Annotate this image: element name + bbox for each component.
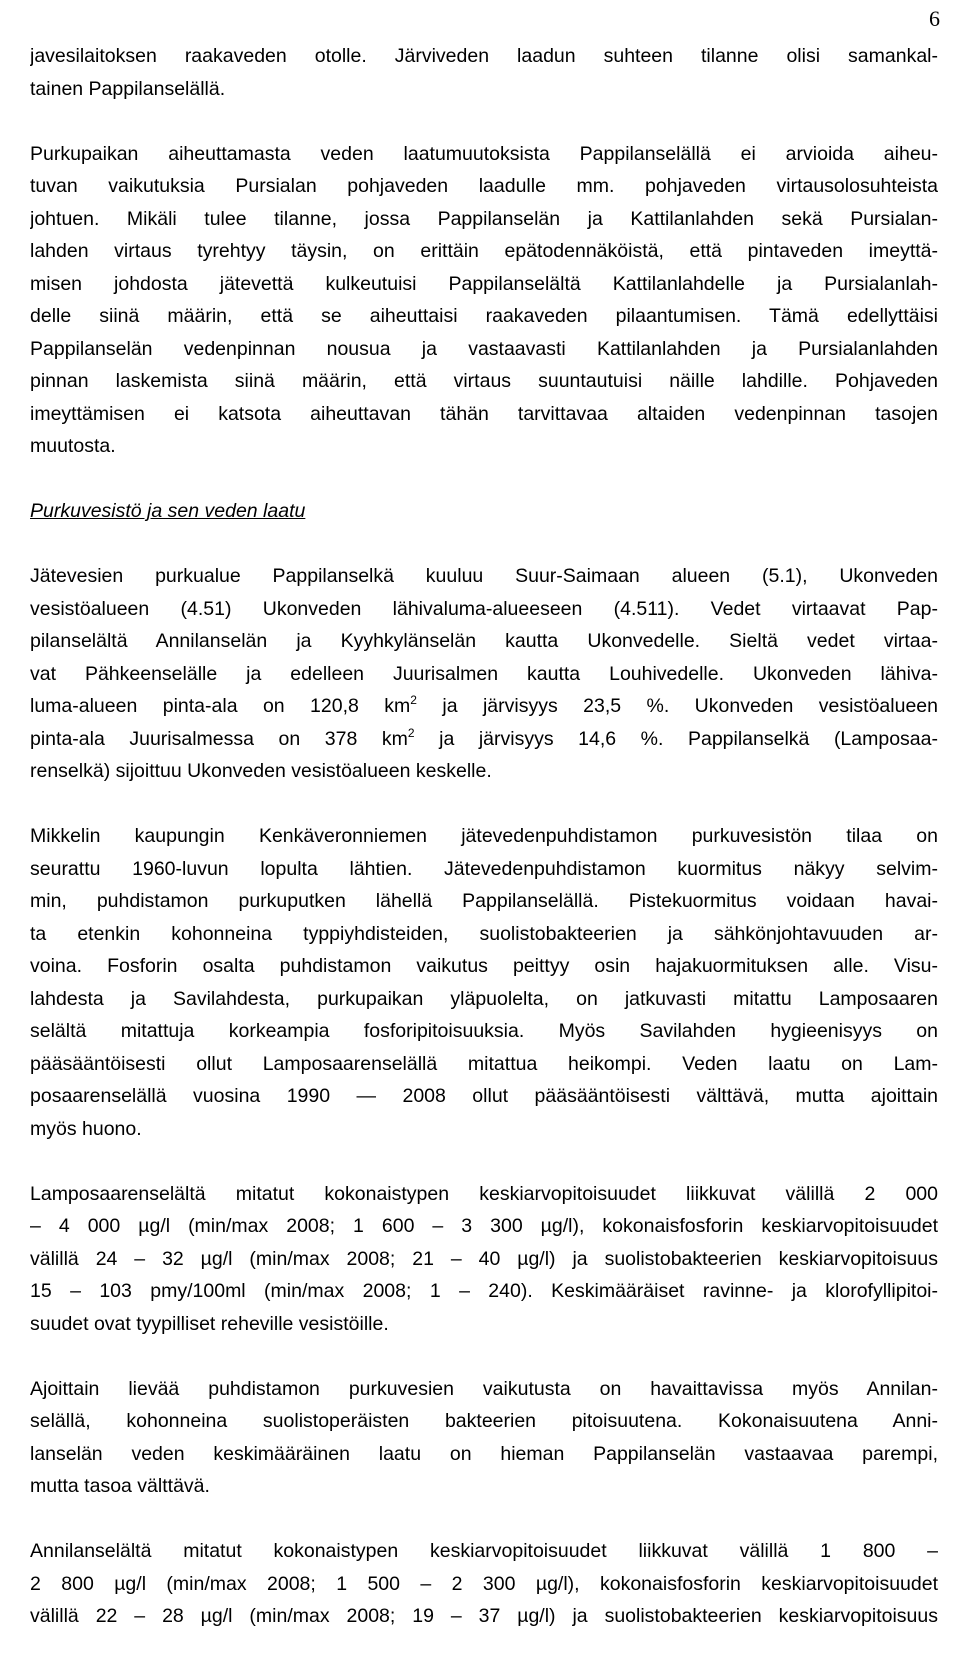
text-segment: ja järvisyys 23,5 %. Ukonveden vesistöalueen (416, 695, 938, 717)
text-line: 2 800 µg/l (min/max 2008; 1 500 – 2 300 µg/l), kokonaisfosforin keskiarvopitoisuudet (30, 1572, 938, 1595)
superscript: 2 (410, 693, 417, 707)
text-line: renselkä) sijoittuu Ukonveden vesistöalueen keskelle. (30, 760, 492, 782)
text-line: välillä 24 – 32 µg/l (min/max 2008; 21 – 40 µg/l) ja suolistobakteerien keskiarvopitoisuus (30, 1247, 938, 1270)
paragraph (30, 560, 938, 788)
text-segment: luma-alueen pinta-ala on 120,8 km (30, 695, 411, 717)
text-line: selältä mitattuja korkeampia fosforipitoisuuksia. Myös Savilahden hygieenisyys on (30, 1020, 938, 1042)
paragraph (30, 820, 938, 1145)
paragraph-gap (30, 788, 938, 821)
paragraph-gap (30, 528, 938, 561)
text-line: johtuen. Mikäli tulee tilanne, jossa Pappilanselän ja Kattilanlahden sekä Pursialan- (30, 207, 938, 230)
text-segment: ja järvisyys 14,6 %. Pappilanselkä (Lamposaa- (414, 727, 938, 750)
text-line: mutta tasoa välttävä. (30, 1475, 210, 1497)
paragraph-gap (30, 105, 938, 138)
text-line: delle siinä määrin, että se aiheuttaisi raakaveden pilaantumisen. Tämä edellyttäisi (30, 305, 938, 327)
text-line: selällä, kohonneina suolistoperäisten bakteerien pitoisuutena. Kokonaisuutena Anni- (30, 1410, 938, 1432)
text-line: pilanselältä Annilanselän ja Kyyhkylänselän kautta Ukonvedelle. Sieltä vedet virtaa- (30, 630, 938, 652)
text-line: imeyttämisen ei katsota aiheuttavan tähän tarvittavaa altaiden vedenpinnan tasojen (30, 402, 938, 425)
paragraph (30, 1178, 938, 1341)
text-line: – 4 000 µg/l (min/max 2008; 1 600 – 3 300 µg/l), kokonaisfosforin keskiarvopitoisuudet (30, 1215, 938, 1237)
text-line: muutosta. (30, 435, 116, 457)
text-line: tainen Pappilanselällä. (30, 77, 226, 100)
text-line: ta etenkin kohonneina typpiyhdisteiden, suolistobakteerien ja sähkönjohtavuuden ar- (30, 922, 938, 945)
text-line: seurattu 1960-luvun lopulta lähtien. Jätevedenpuhdistamon kuormitus näkyy selvim- (30, 857, 938, 880)
text-line (30, 690, 938, 723)
text-line: misen johdosta jätevettä kulkeutuisi Pappilanselältä Kattilanlahdelle ja Pursialanlah- (30, 272, 938, 295)
section-heading: Purkuvesistö ja sen veden laatu (30, 500, 306, 522)
text-line: posaarenselällä vuosina 1990 — 2008 ollut pääsääntöisesti välttävä, mutta ajoittain (30, 1085, 938, 1107)
text-line: Jätevesien purkualue Pappilanselkä kuuluu Suur-Saimaan alueen (5.1), Ukonveden (30, 565, 938, 587)
paragraph (30, 1373, 938, 1503)
paragraph-gap (30, 1145, 938, 1178)
superscript: 2 (407, 725, 415, 740)
text-line: pääsääntöisesti ollut Lamposaarenselällä mitattua heikompi. Veden laatu on Lam- (30, 1052, 938, 1075)
text-line: välillä 22 – 28 µg/l (min/max 2008; 19 – 37 µg/l) ja suolistobakteerien keskiarvopitoisuus (30, 1605, 938, 1627)
paragraph-gap (30, 1503, 938, 1536)
text-line: Mikkelin kaupungin Kenkäveronniemen jätevedenpuhdistamon purkuvesistön tilaa on (30, 825, 938, 847)
text-line: tuvan vaikutuksia Pursialan pohjaveden laadulle mm. pohjaveden virtausolosuhteista (30, 175, 938, 197)
text-line: vat Pähkeenselälle ja edelleen Juurisalmen kautta Louhivedelle. Ukonveden lähiva- (30, 662, 938, 685)
text-line: Lamposaarenselältä mitatut kokonaistypen keskiarvopitoisuudet liikkuvat välillä 2 000 (30, 1182, 938, 1205)
document-body (30, 40, 938, 1633)
paragraph-gap (30, 463, 938, 496)
text-line: Pappilanselän vedenpinnan nousua ja vastaavasti Kattilanlahden ja Pursialanlahden (30, 337, 938, 360)
text-line: pinnan laskemista siinä määrin, että virtaus suuntautuisi näille lahdille. Pohjaveden (30, 370, 938, 392)
text-line: myös huono. (30, 1117, 142, 1140)
text-line: voina. Fosforin osalta puhdistamon vaikutus peittyy osin hajakuormituksen alle. Visu- (30, 955, 938, 977)
text-line: 15 – 103 pmy/100ml (min/max 2008; 1 – 240). Keskimääräiset ravinne- ja klorofyllipitoi- (30, 1280, 938, 1302)
text-segment: pinta-ala Juurisalmessa on 378 km (30, 727, 408, 750)
text-line: Annilanselältä mitatut kokonaistypen keskiarvopitoisuudet liikkuvat välillä 1 800 – (30, 1540, 938, 1562)
text-line: suudet ovat tyypilliset reheville vesistöille. (30, 1312, 389, 1335)
text-line: lanselän veden keskimääräinen laatu on hieman Pappilanselän vastaavaa parempi, (30, 1442, 938, 1465)
text-line: Purkupaikan aiheuttamasta veden laatumuutoksista Pappilanselällä ei arvioida aiheu- (30, 142, 938, 165)
text-line: javesilaitoksen raakaveden otolle. Järviveden laadun suhteen tilanne olisi samankal- (30, 45, 938, 67)
paragraph (30, 40, 938, 105)
paragraph (30, 138, 938, 463)
paragraph-gap (30, 1340, 938, 1373)
paragraph (30, 1535, 938, 1633)
text-line: min, puhdistamon purkuputken lähellä Pappilanselällä. Pistekuormitus voidaan havai- (30, 890, 938, 912)
text-line (30, 723, 938, 756)
text-line: vesistöalueen (4.51) Ukonveden lähivaluma-alueeseen (4.511). Vedet virtaavat Pap- (30, 597, 938, 620)
text-line: lahdesta ja Savilahdesta, purkupaikan yläpuolelta, on jatkuvasti mitattu Lamposaaren (30, 987, 938, 1010)
text-line: lahden virtaus tyrehtyy täysin, on erittäin epätodennäköistä, että pintaveden imeyttä- (30, 240, 938, 262)
text-line: Ajoittain lievää puhdistamon purkuvesien vaikutusta on havaittavissa myös Annilan- (30, 1377, 938, 1400)
page-number: 6 (929, 6, 940, 31)
